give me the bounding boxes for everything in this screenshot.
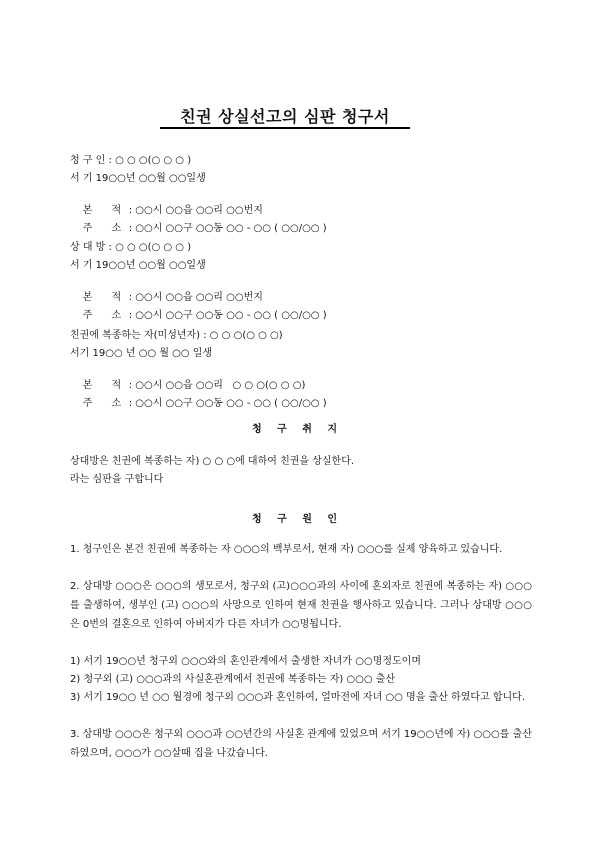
document-title: 친권 상실선고의 심판 청구서 bbox=[180, 107, 390, 126]
respondent-address-value: : ○○시 ○○구 ○○동 ○○ - ○○ ( ○○/○○ ) bbox=[128, 310, 327, 321]
minor-address bbox=[70, 383, 327, 425]
minor-address-label: 주 소 bbox=[82, 398, 122, 409]
petitioner-domicile-label: 본 적 bbox=[82, 205, 122, 216]
minor-domicile-value: : ○○시 ○○읍 ○○리 ○ ○ ○(○ ○ ○) bbox=[128, 380, 306, 391]
cause-paragraph-6: 3. 상대방 ○○○은 청구외 ○○○과 ○○년간의 사실혼 관계에 있었으며 서기 19○○년에 자) ○○○를 출산하였으며, ○○○가 ○○살때 집을 나갔습니다. bbox=[70, 729, 532, 759]
petitioner-birth: 서 기 19○○년 ○○월 ○○일생 bbox=[70, 173, 206, 184]
petitioner-name: 청 구 인 : ○ ○ ○(○ ○ ○ ) bbox=[70, 155, 192, 166]
title-underline bbox=[160, 127, 410, 129]
cause-paragraph-4: 2) 청구외 (고) ○○○과의 사실혼관계에서 친권에 복종하는 자) ○○○ 출산 bbox=[70, 674, 396, 685]
respondent-birth: 서 기 19○○년 ○○월 ○○일생 bbox=[70, 260, 206, 271]
respondent-name: 상 대 방 : ○ ○ ○(○ ○ ○ ) bbox=[70, 242, 192, 253]
cause-paragraph-5: 3) 서기 19○○ 년 ○○ 월경에 청구외 ○○○과 혼인하여, 얼마전에 자녀 ○○ 명을 출산 하였다고 합니다. bbox=[70, 692, 526, 703]
respondent-domicile-label: 본 적 bbox=[82, 292, 122, 303]
cause-paragraph-3: 1) 서기 19○○년 청구외 ○○○와의 혼인관계에서 출생한 자녀가 ○○명정도이며 bbox=[70, 656, 421, 667]
respondent-domicile-value: : ○○시 ○○읍 ○○리 ○○번지 bbox=[128, 292, 263, 303]
petitioner-domicile-value: : ○○시 ○○읍 ○○리 ○○번지 bbox=[128, 205, 263, 216]
petitioner-address-value: : ○○시 ○○구 ○○동 ○○ - ○○ ( ○○/○○ ) bbox=[128, 223, 327, 234]
respondent-address-label: 주 소 bbox=[82, 310, 122, 321]
minor-address-value: : ○○시 ○○구 ○○동 ○○ - ○○ ( ○○/○○ ) bbox=[128, 398, 327, 409]
petitioner-address-label: 주 소 bbox=[82, 223, 122, 234]
purpose-heading: 청 구 취 지 bbox=[251, 424, 344, 435]
purpose-line-2: 라는 심판을 구합니다 bbox=[70, 474, 164, 485]
cause-heading: 청 구 원 인 bbox=[251, 514, 344, 525]
cause-paragraph-2: 2. 상대방 ○○○은 ○○○의 생모로서, 청구외 (고)○○○과의 사이에 혼외자로 친권에 복종하는 자) ○○○를 출생하여, 생부인 (고) ○○○의 사망으로 인하여 현재 친권을 행사하고 있습니다. 그러나 상대방 ○○○은 0번의 결혼으로 인하여 아버지가 다른 자녀가 ○○명됩니다. bbox=[70, 581, 532, 630]
cause-paragraph-1: 1. 청구인은 본건 친권에 복종하는 자 ○○○의 백부로서, 현재 자) ○○○를 실제 양육하고 있습니다. bbox=[70, 544, 503, 555]
purpose-line-1: 상대방은 친권에 복종하는 자) ○ ○ ○에 대하여 친권을 상실한다. bbox=[70, 456, 355, 467]
minor-name: 친권에 복종하는 자(미성년자) : ○ ○ ○(○ ○ ○) bbox=[70, 330, 283, 341]
minor-birth: 서기 19○○ 년 ○○ 월 ○○ 일생 bbox=[70, 348, 213, 359]
minor-domicile-label: 본 적 bbox=[82, 380, 122, 391]
